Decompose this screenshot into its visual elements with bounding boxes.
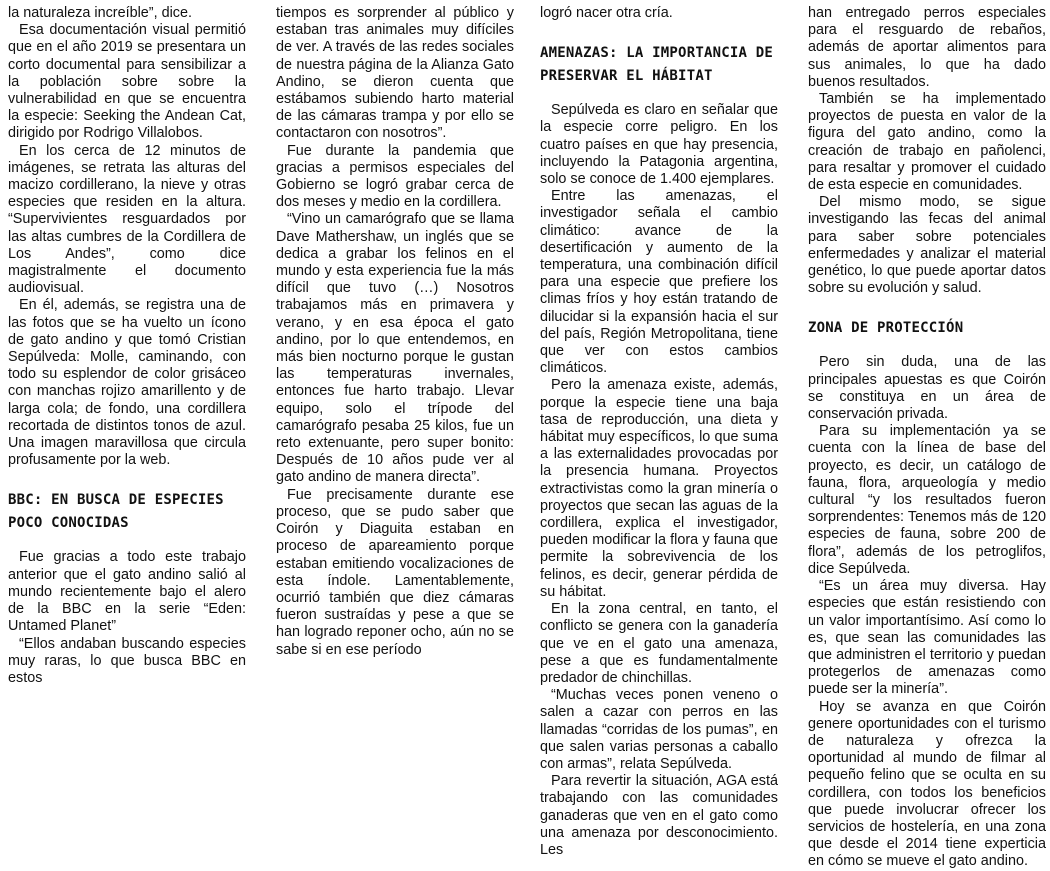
article-paragraph: Fue precisamente durante ese proceso, que se pudo saber que Coirón y Diaguita estaban en proceso de apareamiento porque estaban emitiendo vocalizaciones de esta índole. Lamentablemente, ocurrió también que diez cámaras fueron sustraídas y pese a que se han logrado reponer ocho, aún no se sabe si en ese período bbox=[276, 486, 514, 658]
article-paragraph: logró nacer otra cría. bbox=[540, 5, 673, 21]
article-paragraph: Para revertir la situación, AGA está trabajando con las comunidades ganaderas que ven en el gato como una amenaza por desconocimiento. Les bbox=[540, 773, 778, 858]
article-column-4 bbox=[808, 5, 1046, 871]
article-paragraph: En los cerca de 12 minutos de imágenes, se retrata las alturas del macizo cordillerano, la nieve y otras especies que residen en la altura. “Supervivientes resguardados por las altas cumbres de la Cordillera de Los Andes”, como dice magistralmente el documento audiovisual. bbox=[8, 142, 246, 297]
article-column-2 bbox=[276, 5, 514, 659]
section-heading: ZONA DE PROTECCIÓN bbox=[808, 320, 964, 337]
article-paragraph: En él, además, se registra una de las fotos que se ha vuelto un ícono de gato andino y que tomó Cristian Sepúlveda: Molle, caminando, con todo su esplendor de color grisáceo con manchas rojizo amarillento y de larga cola; de fondo, una cordillera recortada de distintos tonos de azul. Una imagen maravillosa que circula profusamente por la web. bbox=[8, 297, 246, 469]
article-paragraph: “Vino un camarógrafo que se llama Dave Mathershaw, un inglés que se dedica a grabar los felinos en el mundo y esta experiencia fue la más difícil que tuvo (…) Nosotros trabajamos más en primavera y verano, y en esa época el gato andino, por lo que entendemos, en más bien nocturno porque le gustan las temperaturas invernales, entonces fue harto trabajo. Llevar equipo, solo el trípode del camarógrafo pesaba 25 kilos, fue un reto extenuante, pero super bonito: Después de 10 años pude ver al gato andino de manera directa”. bbox=[276, 211, 514, 486]
article-paragraph: Hoy se avanza en que Coirón genere oportunidades con el turismo de naturaleza y ofrezca la oportunidad al mundo de filmar al pequeño felino que se oculta en su cordillera, con todos los beneficios que puede involucrar ofrecer los servicios de hostelería, en una zona que desde el 2014 tiene experticia en cómo se mueve el gato andino. bbox=[808, 698, 1046, 870]
article-paragraph: “Ellos andaban buscando especies muy raras, lo que busca BBC en estos bbox=[8, 635, 246, 686]
article-paragraph: Entre las amenazas, el investigador señala el cambio climático: avance de la desertificación y aumento de la temperatura, una combinación difícil para una especie que prefiere los climas fríos y hoy están tratando de dilucidar si la expansión hacia el sur del país, Región Metropolitana, tiene que ver con estos cambios climáticos. bbox=[540, 188, 778, 377]
article-paragraph: Pero la amenaza existe, además, porque la especie tiene una baja tasa de reproducción, una dieta y hábitat muy específicos, lo que suma a las externalidades provocadas por la presencia humana. Proyectos extractivistas como la gran minería o proyectos que secan las aguas de la cordillera, explica el investigador, pueden modificar la flora y fauna que permite la sobrevivencia de los felinos, es decir, generar pérdida de su hábitat. bbox=[540, 377, 778, 600]
article-paragraph: la naturaleza increíble”, dice. bbox=[8, 5, 192, 21]
article-paragraph: En la zona central, en tanto, el conflicto se genera con la ganadería que ve en el gato una amenaza, pese a que es fundamentalmente predador de chinchillas. bbox=[540, 601, 778, 686]
article-paragraph: han entregado perros especiales para el resguardo de rebaños, además de aportar alimentos para sus animales, lo que ha dado buenos resultados. bbox=[808, 5, 1046, 90]
section-heading: BBC: EN BUSCA DE ESPECIES POCO CONOCIDAS bbox=[8, 492, 224, 532]
article-column-1 bbox=[8, 5, 246, 687]
article-paragraph: “Muchas veces ponen veneno o salen a cazar con perros en las llamadas “corridas de los pumas”, en que salen varias personas a caballo con armas”, relata Sepúlveda. bbox=[540, 687, 778, 772]
article-paragraph: “Es un área muy diversa. Hay especies que están resistiendo con un valor importantísimo. Así como lo es, que sean las comunidades las que administren el territorio y puedan protegerlos de amenazas como puede ser la minería”. bbox=[808, 578, 1046, 698]
article-column-3 bbox=[540, 5, 778, 859]
article-paragraph: También se ha implementado proyectos de puesta en valor de la figura del gato andino, como la creación de trabajo en pañolenci, para resaltar y promover el cuidado de esta especie en comunidades. bbox=[808, 91, 1046, 194]
article-paragraph: tiempos es sorprender al público y estaban tras animales muy difíciles de ver. A través de las redes sociales de nuestra página de la Alianza Gato Andino, se dieron cuenta que estábamos subiendo harto material de las cámaras trampa y por ello se contactaron con nosotros”. bbox=[276, 5, 514, 142]
section-heading: AMENAZAS: LA IMPORTANCIA DE PRESERVAR EL HÁBITAT bbox=[540, 45, 773, 85]
article-paragraph: Del mismo modo, se sigue investigando las fecas del animal para saber sobre potenciales enfermedades y analizar el material genético, lo que puede aportar datos sobre su evolución y salud. bbox=[808, 194, 1046, 297]
article-paragraph: Fue durante la pandemia que gracias a permisos especiales del Gobierno se logró grabar cerca de dos meses y medio en la cordillera. bbox=[276, 142, 514, 211]
article-paragraph: Esa documentación visual permitió que en el año 2019 se presentara un corto documental para sensibilizar a la población sobre sobre la vulnerabilidad en que se encuentra la especie: Seeking the Andean Cat, dirigido por Rodrigo Villalobos. bbox=[8, 22, 246, 142]
article-paragraph: Para su implementación ya se cuenta con la línea de base del proyecto, es decir, un catálogo de fauna, flora, arqueología y medio cultural “y los resultados fueron sorprendentes: Tenemos más de 120 especies de fauna, sobre 200 de flora”, además de los petroglifos, dice Sepúlveda. bbox=[808, 423, 1046, 577]
article-paragraph: Fue gracias a todo este trabajo anterior que el gato andino salió al mundo recientemente bajo el alero de la BBC en la serie “Eden: Untamed Planet” bbox=[8, 549, 246, 635]
article-paragraph: Pero sin duda, una de las principales apuestas es que Coirón se constituya en un área de conservación privada. bbox=[808, 354, 1046, 423]
article-paragraph: Sepúlveda es claro en señalar que la especie corre peligro. En los cuatro países en que hay presencia, incluyendo la Patagonia argentina, solo se conoce de 1.400 ejemplares. bbox=[540, 102, 778, 188]
